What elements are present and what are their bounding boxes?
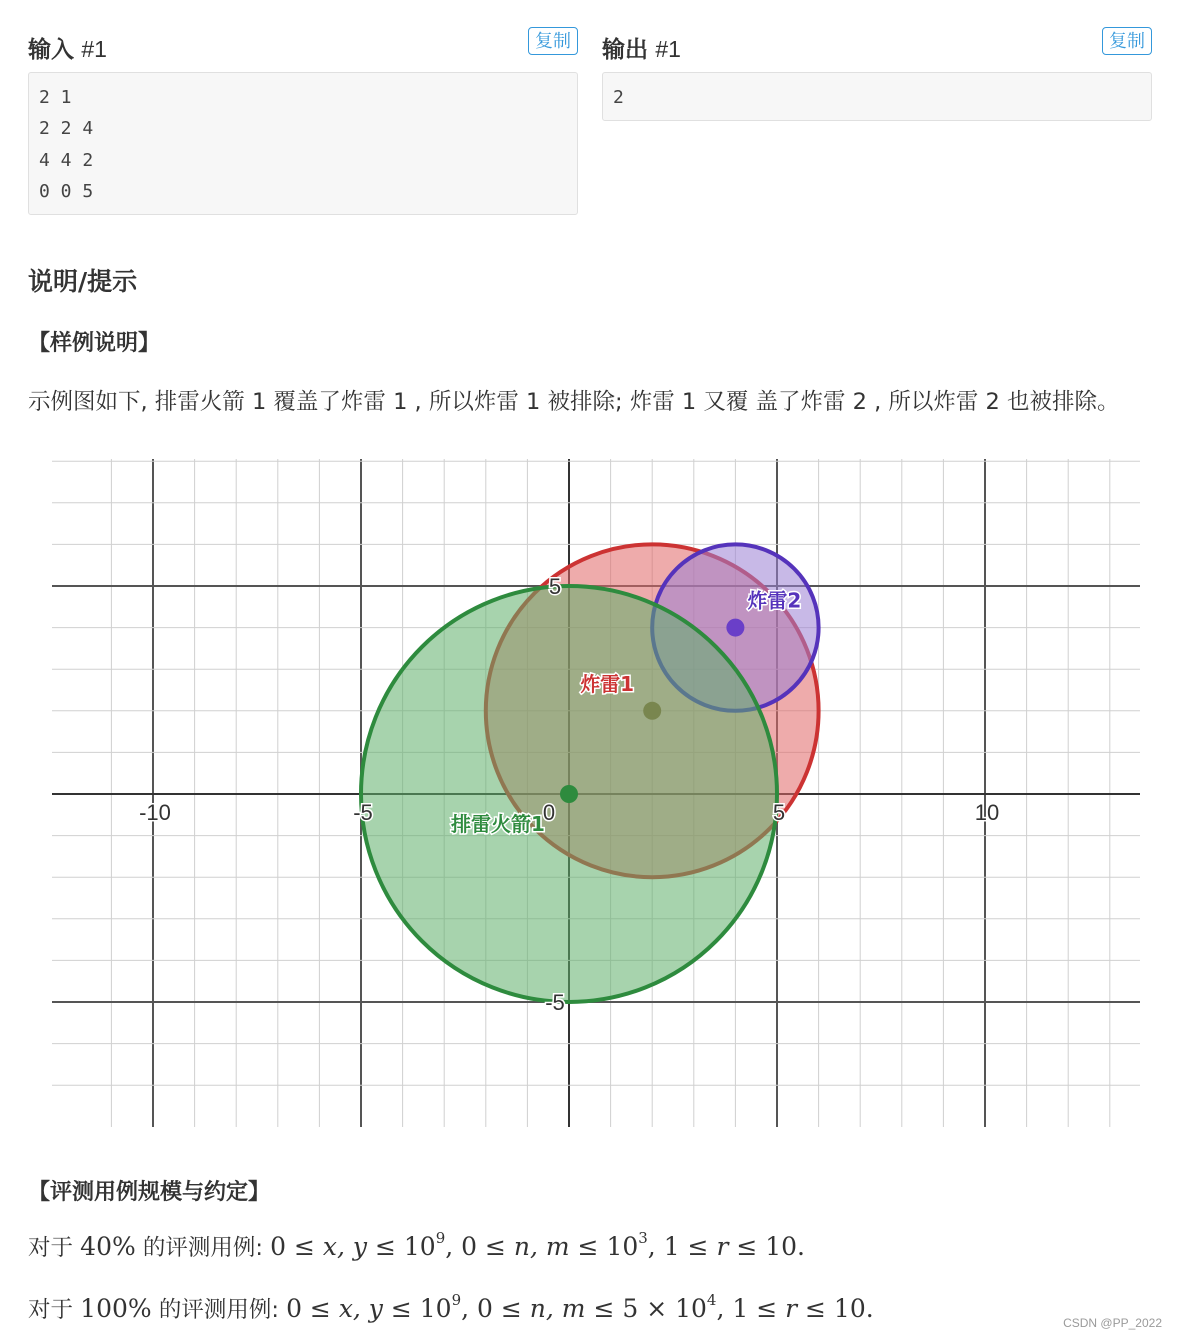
bomb-2-center — [726, 619, 744, 637]
input-line: 0 0 5 — [39, 180, 94, 202]
input-line: 2 1 — [39, 87, 72, 108]
scale-percent: 40% — [80, 1232, 136, 1261]
output-sample-title — [602, 31, 681, 64]
sample-explain-text: 示例图如下, 排雷火箭 1 覆盖了炸雷 1 , 所以炸雷 1 被排除; 炸雷 1 又覆 盖了炸雷 2 , 所以炸雷 2 也被排除。 — [28, 389, 1120, 415]
hint-heading: 说明/提示 — [28, 267, 138, 296]
scale-formula: 0 ≤ x, $y \le 10^9$, 0 ≤ n, $m \le 10^3$, 1 ≤ r ≤ 10. — [270, 1229, 806, 1261]
bomb-2-label: 炸雷2 — [747, 588, 802, 613]
copy-input-button[interactable]: 复制 — [528, 27, 578, 55]
sample-explain-heading: 【样例说明】 — [28, 331, 161, 356]
scale-prefix-b: 的评测用例: — [158, 1297, 279, 1323]
scale-prefix: 对于 — [28, 1297, 74, 1323]
input-line: 2 2 4 — [39, 118, 94, 140]
scale-prefix: 对于 — [28, 1235, 74, 1261]
coverage-figure — [40, 445, 1150, 1135]
output-sample — [602, 26, 1152, 121]
input-title-word: 输入 — [28, 37, 74, 63]
x-tick-label: 0 — [542, 800, 556, 825]
input-sample-header — [28, 26, 578, 72]
y-tick-label: 5 — [548, 574, 562, 599]
scale-line-1 — [28, 1230, 805, 1262]
output-title-num: #1 — [655, 36, 681, 62]
rocket-1-label: 排雷火箭1 — [451, 812, 545, 836]
input-title-num: #1 — [81, 36, 107, 62]
output-title-word: 输出 — [602, 37, 648, 63]
scale-line-2 — [28, 1292, 874, 1324]
x-tick-label: -5 — [353, 800, 373, 825]
circle-layer — [361, 544, 819, 1002]
input-sample-title — [28, 31, 107, 64]
x-tick-label: -10 — [139, 800, 171, 825]
scale-heading: 【评测用例规模与约定】 — [28, 1180, 271, 1205]
bomb-1-label: 炸雷1 — [580, 671, 635, 696]
x-tick-label: 5 — [772, 800, 786, 825]
output-sample-header — [602, 26, 1152, 72]
input-code-box — [28, 72, 578, 215]
output-code-box — [602, 72, 1152, 121]
scale-prefix-b: 的评测用例: — [142, 1235, 263, 1261]
scale-percent: 100% — [80, 1294, 152, 1323]
input-line: 4 4 2 — [39, 149, 94, 171]
x-tick-label: 10 — [974, 800, 1000, 825]
input-sample — [28, 26, 578, 215]
output-line: 2 — [613, 87, 624, 108]
copy-output-button[interactable]: 复制 — [1102, 27, 1152, 55]
rocket-1-center — [560, 785, 578, 803]
y-tick-label: -5 — [545, 990, 565, 1015]
scale-formula: 0 ≤ x, $y \le 10^9$, 0 ≤ n, $m \le 5 \times 10^4$, 1 ≤ r ≤ 10. — [286, 1291, 874, 1323]
watermark: CSDN @PP_2022 — [1063, 1316, 1162, 1330]
